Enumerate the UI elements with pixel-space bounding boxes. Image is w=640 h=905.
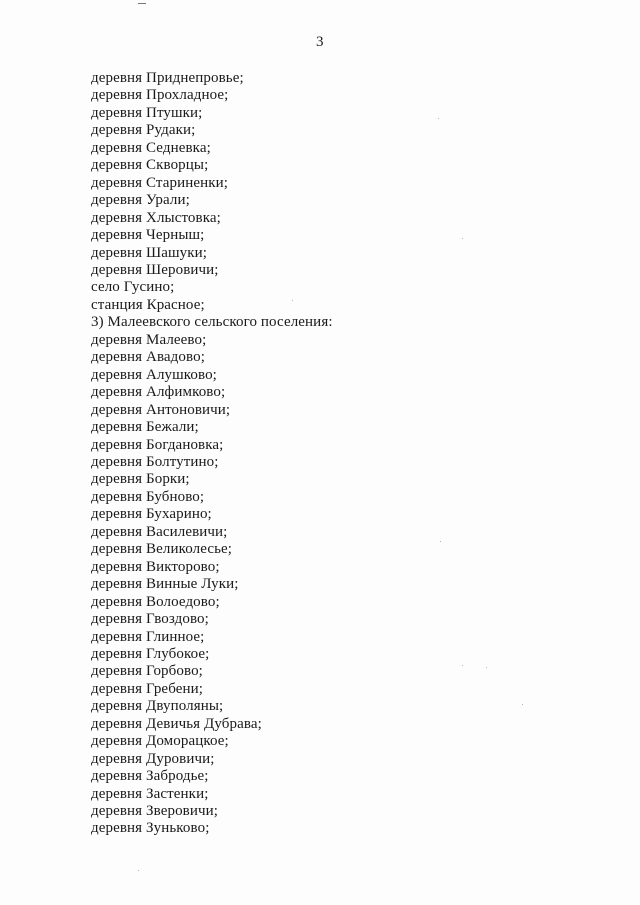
list-item: деревня Застенки;	[91, 785, 209, 802]
scan-speck	[138, 870, 139, 871]
list-item: деревня Малеево;	[91, 331, 207, 348]
scan-speck	[462, 665, 463, 666]
list-item: деревня Борки;	[91, 471, 190, 488]
page-number: 3	[316, 34, 324, 50]
list-item: деревня Забродье;	[91, 768, 209, 785]
list-item: деревня Винные Луки;	[91, 576, 239, 593]
list-item: деревня Урали;	[91, 192, 190, 209]
list-item: деревня Алушково;	[91, 366, 217, 383]
list-item: деревня Богдановка;	[91, 436, 224, 453]
list-item: деревня Черныш;	[91, 227, 205, 244]
list-item: деревня Шашуки;	[91, 244, 208, 261]
scan-speck	[438, 118, 439, 119]
list-item: деревня Глинное;	[91, 628, 205, 645]
list-item: деревня Авадово;	[91, 349, 205, 366]
list-item: деревня Болтутино;	[91, 453, 219, 470]
list-item: деревня Скворцы;	[91, 157, 209, 174]
scan-speck	[522, 704, 523, 705]
list-item: деревня Антоновичи;	[91, 401, 231, 418]
list-item: деревня Стариненки;	[91, 174, 229, 191]
list-item: деревня Зверовичи;	[91, 803, 219, 820]
list-item: станция Красное;	[91, 296, 205, 313]
scan-speck	[462, 238, 463, 239]
list-item: деревня Бежали;	[91, 419, 199, 436]
list-item: деревня Викторово;	[91, 558, 220, 575]
list-item: деревня Василевичи;	[91, 523, 228, 540]
list-item: деревня Бубново;	[91, 488, 205, 505]
list-item: деревня Глубокое;	[91, 645, 210, 662]
scan-speck	[292, 300, 293, 301]
list-item: деревня Великолесье;	[91, 541, 233, 558]
list-item: деревня Приднепровье;	[91, 70, 244, 86]
list-item: деревня Птушки;	[91, 104, 203, 121]
list-item: деревня Зуньково;	[91, 820, 210, 837]
scan-speck	[440, 541, 441, 542]
list-item: деревня Дуровичи;	[91, 750, 215, 767]
list-item: деревня Гребени;	[91, 680, 204, 697]
list-item: деревня Доморацкое;	[91, 733, 229, 750]
list-item: деревня Хлыстовка;	[91, 209, 221, 226]
list-item: деревня Седневка;	[91, 139, 211, 156]
section-heading: 3) Малеевского сельского поселения:	[91, 314, 333, 331]
list-item: деревня Гвоздово;	[91, 611, 209, 628]
list-item: село Гусино;	[91, 279, 175, 296]
list-item: деревня Бухарино;	[91, 506, 212, 523]
list-item: деревня Двуполяны;	[91, 698, 224, 715]
list-item: деревня Девичья Дубрава;	[91, 715, 262, 732]
list-item: деревня Горбово;	[91, 663, 203, 680]
list-item: деревня Шеровичи;	[91, 261, 219, 278]
list-item: деревня Волоедово;	[91, 593, 220, 610]
settlement-list	[91, 70, 471, 838]
scan-speck	[486, 667, 487, 668]
scan-mark	[138, 0, 146, 4]
list-item: деревня Прохладное;	[91, 87, 229, 104]
list-item: деревня Рудаки;	[91, 122, 196, 139]
list-item: деревня Алфимково;	[91, 384, 226, 401]
